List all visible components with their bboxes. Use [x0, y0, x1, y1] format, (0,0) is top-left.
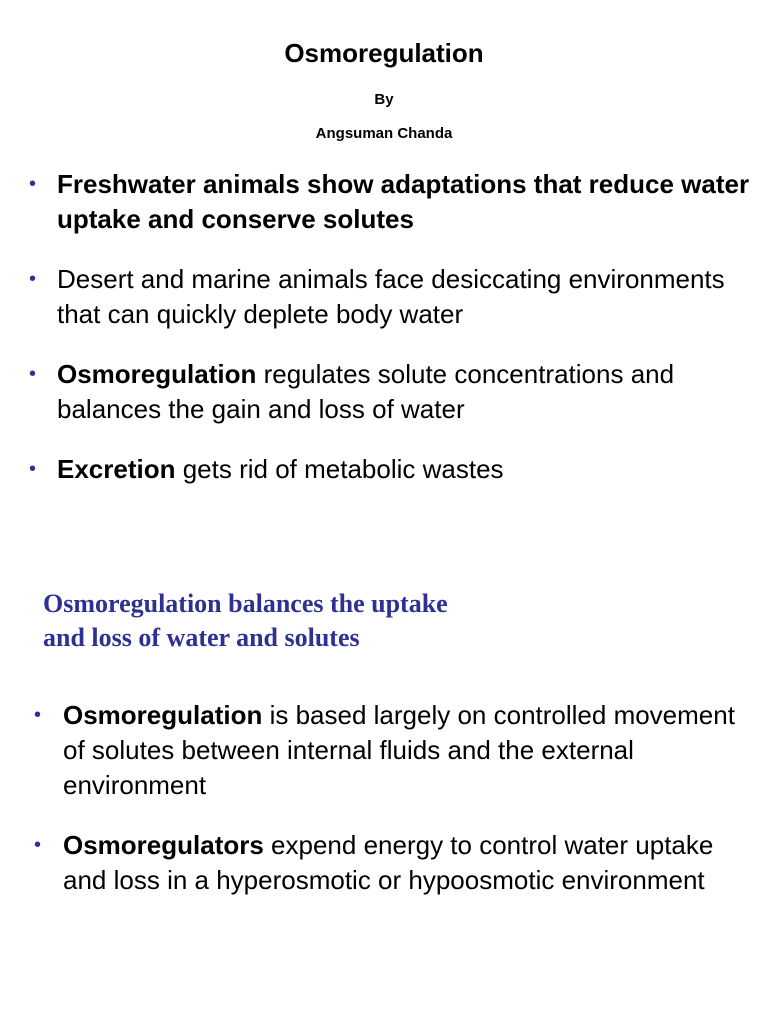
bullet-term: Osmoregulation — [57, 359, 257, 389]
bullet-list-section1 — [29, 167, 757, 512]
section-heading-line: Osmoregulation balances the uptake — [43, 589, 448, 618]
bullet-term: Osmoregulators — [63, 830, 264, 860]
bullet-icon: • — [29, 173, 37, 195]
bullet-text: is based largely on controlled movement of solutes between internal fluids and the external environment — [63, 700, 735, 800]
bullet-text: gets rid of metabolic wastes — [175, 454, 504, 484]
section-heading-line: and loss of water and solutes — [43, 623, 360, 652]
bullet-icon: • — [34, 834, 42, 856]
bullet-icon: • — [29, 268, 37, 290]
bullet-icon: • — [34, 704, 42, 726]
list-item — [29, 167, 757, 237]
bullet-text-bold: Freshwater animals show adaptations that reduce water uptake and conserve solutes — [57, 169, 750, 234]
list-item — [34, 698, 753, 803]
bullet-term: Excretion — [57, 454, 176, 484]
bullet-icon: • — [29, 458, 37, 480]
bullet-icon: • — [29, 363, 37, 385]
list-item — [29, 262, 757, 332]
bullet-list-section2 — [34, 698, 753, 923]
document-title: Osmoregulation — [284, 38, 484, 68]
bullet-text: expend energy to control water uptake and loss in a hyperosmotic or hypoosmotic environment — [63, 830, 714, 895]
bullet-text: Desert and marine animals face desiccating environments that can quickly deplete body water — [57, 264, 725, 329]
section-heading — [43, 587, 603, 655]
author-name: Angsuman Chanda — [315, 125, 453, 142]
byline-label: By — [374, 91, 394, 108]
bullet-term: Osmoregulation — [63, 700, 263, 730]
bullet-text: regulates solute concentrations and balances the gain and loss of water — [57, 359, 675, 424]
list-item — [34, 828, 753, 898]
list-item — [29, 357, 757, 427]
list-item — [29, 452, 757, 487]
